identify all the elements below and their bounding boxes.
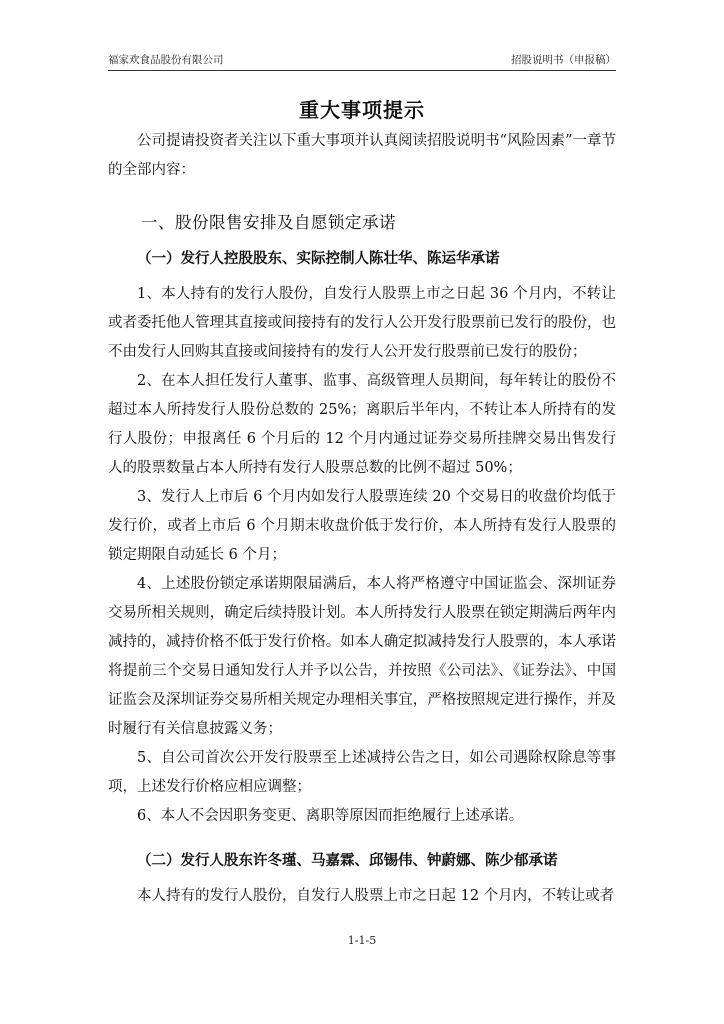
commitment-paragraph: 本人持有的发行人股份，自发行人股票上市之日起 12 个月内，不转让或者 — [137, 888, 615, 904]
page-number: 1-1-5 — [347, 934, 377, 947]
section-heading-lockup: 一、股份限售安排及自愿锁定承诺 — [141, 213, 396, 232]
subsection-heading-controlling-shareholders: （一）发行人控股股东、实际控制人陈壮华、陈运华承诺 — [137, 251, 500, 267]
page-header — [108, 48, 616, 71]
commitment-paragraph: 5、自公司首次公开发行股票至上述减持公告之日，如公司遇除权除息等事项，上述发行价格应相应调整； — [108, 750, 616, 795]
commitment-paragraph: 6、本人不会因职务变更、离职等原因而拒绝履行上述承诺。 — [137, 808, 524, 824]
page-title: 重大事项提示 — [299, 98, 425, 122]
header-document-type: 招股说明书（申报稿） — [511, 54, 616, 66]
document-body — [108, 86, 616, 911]
subsection-heading-other-shareholders: （二）发行人股东许冬瑾、马嘉霖、邱锡伟、钟蔚娜、陈少郁承诺 — [137, 853, 558, 869]
commitment-paragraph: 3、发行人上市后 6 个月内如发行人股票连续 20 个交易日的收盘价均低于发行价，或者上市后 6 个月期末收盘价低于发行价，本人所持有发行人股票的锁定期限自动延长 6 个月； — [108, 489, 616, 563]
commitment-paragraph: 4、上述股份锁定承诺期限届满后，本人将严格遵守中国证监会、深圳证券交易所相关规则，确定后续持股计划。本人所持发行人股票在锁定期满后两年内减持的，减持价格不低于发行价格。如本人确定拟减持发行人股票的，本人承诺将提前三个交易日通知发行人并予以公告，并按照《公司法》、《证券法》、中国证监会及深圳证券交易所相关规定办理相关事宜，严格按照规定进行操作，并及时履行有关信息披露义务； — [108, 576, 616, 737]
commitment-paragraph: 2、在本人担任发行人董事、监事、高级管理人员期间，每年转让的股份不超过本人所持发行人股份总数的 25%；离职后半年内，不转让本人所持有的发行人股份；申报离任 6 个月后的 12 个月内通过证券交易所挂牌交易出售发行人的股票数量占本人所持有发行人股票总数的比例不超过 50%； — [108, 373, 616, 476]
intro-paragraph: 公司提请投资者关注以下重大事项并认真阅读招股说明书“风险因素”一章节的全部内容： — [108, 133, 616, 178]
commitment-paragraph: 1、本人持有的发行人股份，自发行人股票上市之日起 36 个月内，不转让或者委托他人管理其直接或间接持有的发行人公开发行股票前已发行的股份，也不由发行人回购其直接或间接持有的发行人公开发行股票前已发行的股份； — [108, 286, 616, 360]
header-company-name: 福家欢食品股份有限公司 — [108, 54, 224, 66]
